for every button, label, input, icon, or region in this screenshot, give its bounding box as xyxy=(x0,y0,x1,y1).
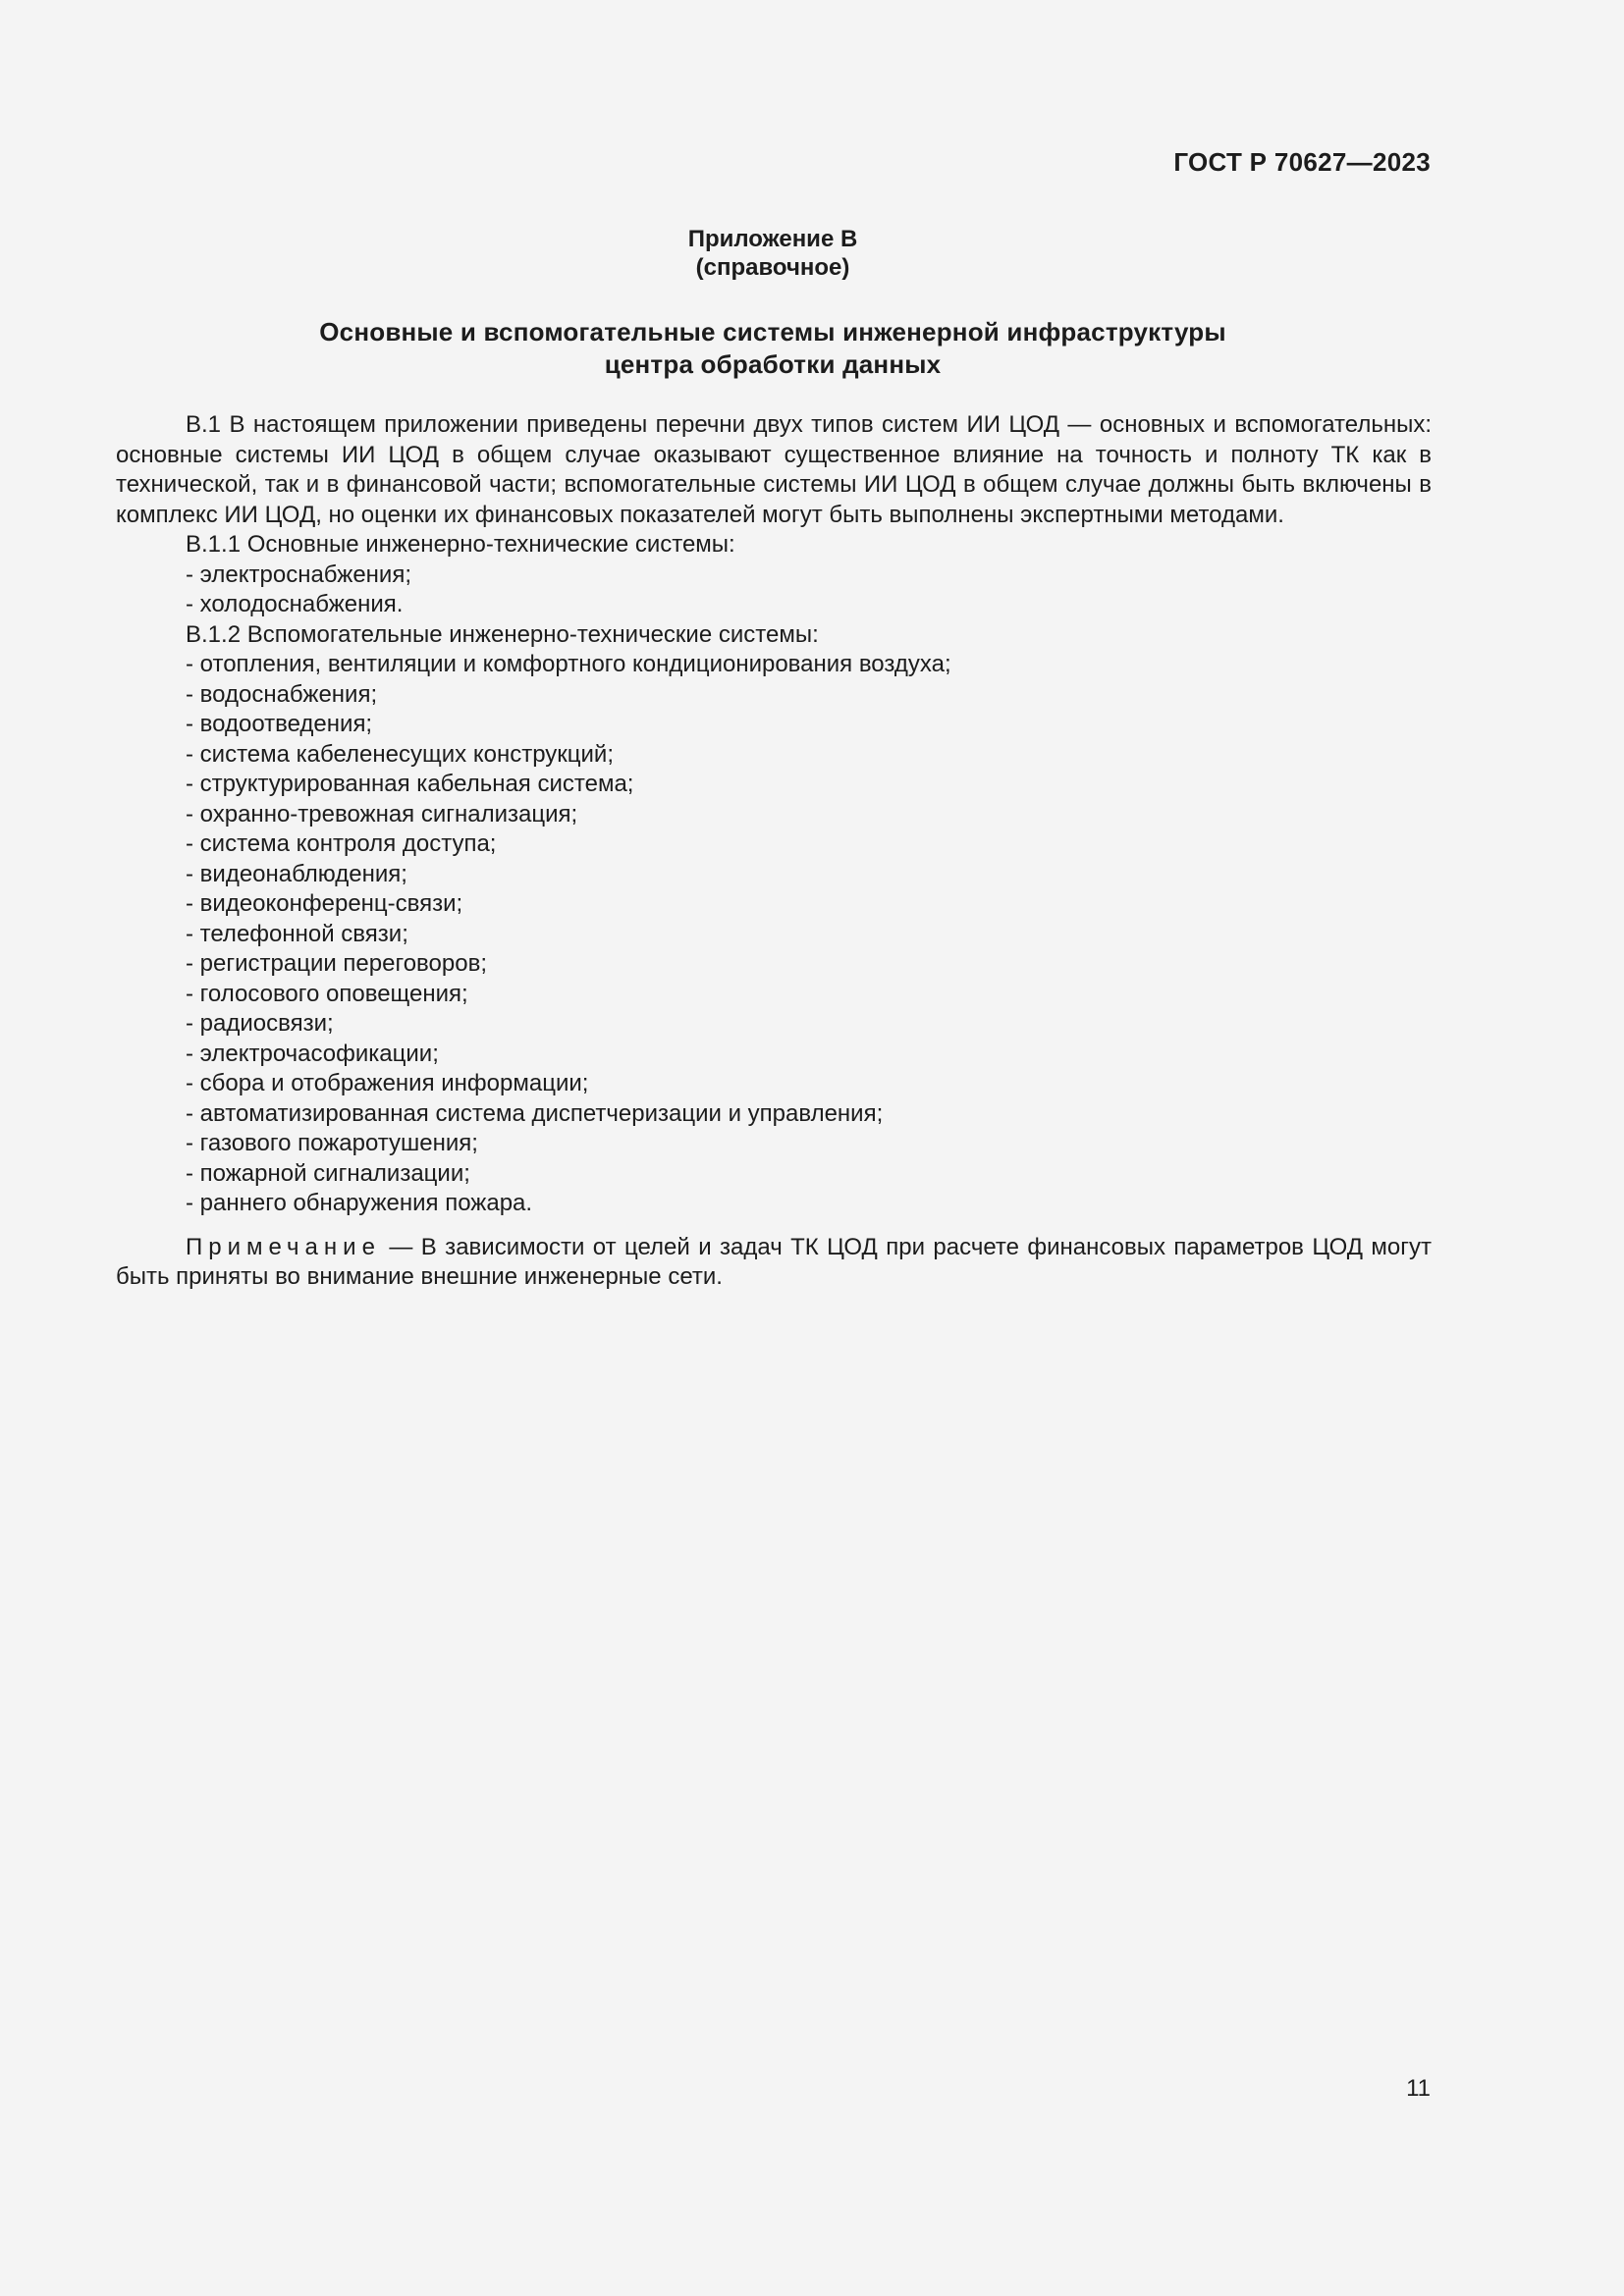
list-item: - радиосвязи; xyxy=(186,1010,334,1037)
list-item: - электрочасофикации; xyxy=(186,1040,439,1067)
list-item: - телефонной связи; xyxy=(186,920,408,947)
aux-systems-list xyxy=(116,650,1432,1219)
list-item: - электроснабжения; xyxy=(186,561,411,588)
appendix-title: Приложение В xyxy=(687,226,858,252)
document-code: ГОСТ Р 70627—2023 xyxy=(1173,147,1431,177)
list-item: - автоматизированная система диспетчеризации и управления; xyxy=(186,1099,884,1127)
main-systems-heading: В.1.1 Основные инженерно-технические системы: xyxy=(186,531,735,558)
list-item: - газового пожаротушения; xyxy=(186,1130,478,1156)
list-item: - холодоснабжения. xyxy=(186,591,404,617)
note-label: Примечание xyxy=(186,1233,381,1260)
aux-systems-heading: В.1.2 Вспомогательные инженерно-технические системы: xyxy=(186,620,819,648)
list-item: - пожарной сигнализации; xyxy=(186,1159,470,1187)
section-title-line-2: центра обработки данных xyxy=(604,349,942,379)
list-item: - охранно-тревожная сигнализация; xyxy=(186,800,578,828)
note-text: — В зависимости от целей и задач ТК ЦОД при расчете финансовых параметров ЦОД могут быть приняты во внимание внешние инженерные сети. xyxy=(116,1233,1432,1290)
list-item: - регистрации переговоров; xyxy=(186,950,487,977)
page-number: 11 xyxy=(1406,2075,1431,2102)
list-item: - сбора и отображения информации; xyxy=(186,1070,589,1096)
body-text xyxy=(116,410,1432,1293)
intro-paragraph: В.1 В настоящем приложении приведены перечни двух типов систем ИИ ЦОД — основных и вспомогательных: основные системы ИИ ЦОД в общем случае оказывают существенное влияние на точность и полноту ТК как в технической, так и в финансовой части; вспомогательные системы ИИ ЦОД в общем случае должны быть включены в комплекс ИИ ЦОД, но оценки их финансовых показателей могут быть выполнены экспертными методами. xyxy=(116,411,1432,528)
list-item: - раннего обнаружения пожара. xyxy=(186,1190,533,1216)
section-title-line-1: Основные и вспомогательные системы инженерной инфраструктуры xyxy=(319,317,1226,347)
list-item: - голосового оповещения; xyxy=(186,980,468,1007)
section-title xyxy=(0,316,1545,381)
appendix-type: (справочное) xyxy=(695,254,850,281)
list-item: - структурированная кабельная система; xyxy=(186,771,634,797)
list-item: - водоотведения; xyxy=(186,711,373,737)
main-systems-list xyxy=(116,561,1432,620)
appendix-heading xyxy=(0,225,1545,282)
list-item: - видеоконференц-связи; xyxy=(186,890,463,917)
list-item: - система кабеленесущих конструкций; xyxy=(186,740,614,768)
list-item: - система контроля доступа; xyxy=(186,830,497,857)
note-paragraph xyxy=(116,1233,1432,1293)
list-item: - видеонаблюдения; xyxy=(186,860,407,887)
list-item: - отопления, вентиляции и комфортного кондиционирования воздуха; xyxy=(186,651,951,677)
list-item: - водоснабжения; xyxy=(186,680,378,708)
